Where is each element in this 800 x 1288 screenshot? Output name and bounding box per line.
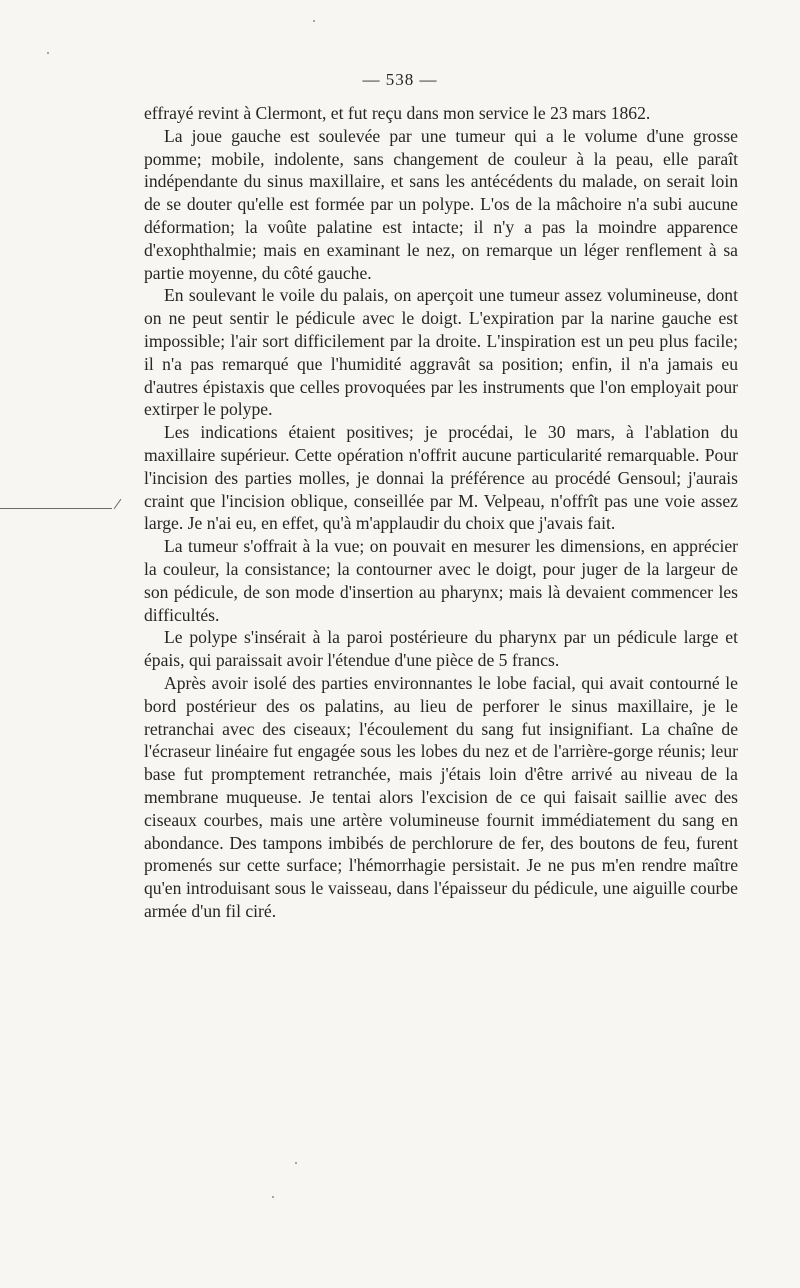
page-number: — 538 — (362, 70, 438, 89)
paper-speck (47, 52, 49, 54)
paper-speck (272, 1196, 274, 1198)
paper-speck (295, 1162, 297, 1164)
paper-speck (313, 20, 315, 22)
paragraph: Les indications étaient positives; je procédai, le 30 mars, à l'ablation du maxillaire supérieur. Cette opération n'offrit aucune particularité remarquable. Pour l'incision des parties molles, je donnai la préférence au procédé Gensoul; j'aurais craint que l'incision oblique, conseillée par M. Velpeau, n'offrît pas une voie assez large. Je n'ai eu, en effet, qu'à m'applaudir du choix que j'avais fait. (144, 422, 738, 534)
margin-pen-mark (0, 508, 112, 509)
paragraph: effrayé revint à Clermont, et fut reçu dans mon service le 23 mars 1862. (144, 103, 651, 123)
paragraph: En soulevant le voile du palais, on aperçoit une tumeur assez volumineuse, dont on ne peut sentir le pédicule avec le doigt. L'expiration par la narine gauche est impossible; l'air sort difficilement par la droite. L'inspiration est un peu plus facile; il n'a pas remarqué que l'humidité aggravât sa position; enfin, il n'a jamais eu d'autres épistaxis que celles provoquées par les instruments que l'on employait pour extirper le polype. (144, 285, 738, 420)
paragraph: Le polype s'insérait à la paroi postérieure du pharynx par un pédicule large et épais, qui paraissait avoir l'étendue d'une pièce de 5 francs. (144, 627, 738, 671)
body-text (144, 102, 738, 923)
paragraph: La joue gauche est soulevée par une tumeur qui a le volume d'une grosse pomme; mobile, indolente, sans changement de couleur à la peau, elle paraît indépendante du sinus maxillaire, et sans les antécédents du malade, on serait loin de se douter qu'elle est formée par un polype. L'os de la mâchoire n'a subi aucune déformation; la voûte palatine est intacte; il n'y a pas la moindre apparence d'exophthalmie; mais en examinant le nez, on remarque un léger renflement à sa partie moyenne, du côté gauche. (144, 125, 738, 283)
paragraph: La tumeur s'offrait à la vue; on pouvait en mesurer les dimensions, en apprécier la couleur, la consistance; la contourner avec le doigt, pour juger de la largeur de son pédicule, de son mode d'insertion au pharynx; mais là devaient commencer les difficultés. (144, 536, 738, 625)
paragraph: Après avoir isolé des parties environnantes le lobe facial, qui avait contourné le bord postérieur des os palatins, au lieu de perforer le sinus maxillaire, je le retranchai avec des ciseaux; l'écoulement du sang fut insignifiant. La chaîne de l'écraseur linéaire fut engagée sous les lobes du nez et de l'arrière-gorge réunis; leur base fut promptement retranchée, mais j'étais loin d'être arrivé au niveau de la membrane muqueuse. Je tentai alors l'excision de ce qui faisait saillie avec des ciseaux courbes, mais une artère volumineuse fournit immédiatement du sang en abondance. Des tampons imbibés de perchlorure de fer, des boutons de feu, furent promenés sur cette surface; l'hémorrhagie persistait. Je ne pus m'en rendre maître qu'en introduisant sous le vaisseau, dans l'épaisseur du pédicule, une aiguille courbe armée d'un fil ciré. (144, 672, 738, 921)
